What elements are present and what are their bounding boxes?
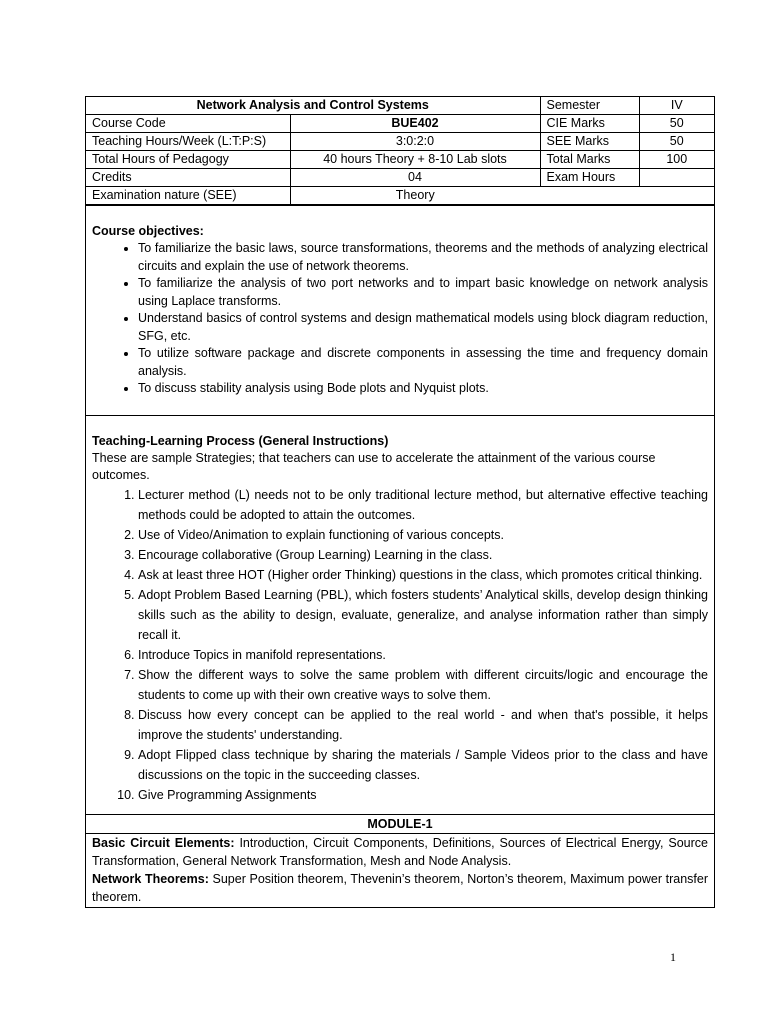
table-row	[86, 97, 714, 115]
list-item: 4. Ask at least three HOT (Higher order Thinking) questions in the class, which promotes critical thinking.	[138, 565, 708, 585]
list-item: 3. Encourage collaborative (Group Learning) Learning in the class.	[138, 545, 708, 565]
teaching-list	[92, 485, 708, 805]
teaching-hours-label: Teaching Hours/Week (L:T:P:S)	[86, 133, 290, 151]
course-objectives-section	[86, 205, 714, 415]
module-1-paragraph	[92, 834, 708, 870]
course-info-table	[86, 97, 714, 205]
table-row	[86, 169, 714, 187]
credits-label: Credits	[86, 169, 290, 187]
list-item: 8. Discuss how every concept can be applied to the real world - and when that's possible, it helps improve the students' understanding.	[138, 705, 708, 745]
table-row	[86, 115, 714, 133]
list-item: 7. Show the different ways to solve the same problem with different circuits/logic and encourage the students to come up with their own creative ways to solve them.	[138, 665, 708, 705]
exam-nature-value: Theory	[290, 187, 714, 205]
table-row	[86, 187, 714, 205]
module-1-paragraph	[92, 870, 708, 906]
list-item: 6. Introduce Topics in manifold representations.	[138, 645, 708, 665]
list-item: 5. Adopt Problem Based Learning (PBL), which fosters students’ Analytical skills, develop design thinking skills such as the ability to design, evaluate, generalize, and analyse information rather than simply recall it.	[138, 585, 708, 645]
list-item: • To discuss stability analysis using Bode plots and Nyquist plots.	[138, 380, 708, 398]
course-code-label: Course Code	[86, 115, 290, 133]
list-item: • To familiarize the basic laws, source transformations, theorems and the methods of analyzing electrical circuits and explain the use of network theorems.	[138, 240, 708, 275]
exam-hours-label: Exam Hours	[540, 169, 639, 187]
cie-marks-value: 50	[639, 115, 714, 133]
total-marks-value: 100	[639, 151, 714, 169]
module-1-title: MODULE-1	[86, 814, 714, 833]
pedagogy-hours-value: 40 hours Theory + 8-10 Lab slots	[290, 151, 540, 169]
network-theorems-text: Super Position theorem, Thevenin’s theorem, Norton’s theorem, Maximum power transfer theorem.	[92, 871, 708, 904]
page-number: 1	[670, 950, 676, 964]
credits-value: 04	[290, 169, 540, 187]
pedagogy-hours-label: Total Hours of Pedagogy	[86, 151, 290, 169]
total-marks-label: Total Marks	[540, 151, 639, 169]
list-item: • To familiarize the analysis of two port networks and to impart basic knowledge on network analysis using Laplace transforms.	[138, 275, 708, 310]
see-marks-value: 50	[639, 133, 714, 151]
semester-value: IV	[639, 97, 714, 115]
table-row	[86, 151, 714, 169]
list-item: • Understand basics of control systems and design mathematical models using block diagram reduction, SFG, etc.	[138, 310, 708, 345]
list-item: 2. Use of Video/Animation to explain functioning of various concepts.	[138, 525, 708, 545]
exam-nature-label: Examination nature (SEE)	[86, 187, 290, 205]
teaching-heading: Teaching-Learning Process (General Instructions)	[92, 433, 389, 448]
semester-label: Semester	[540, 97, 639, 115]
objectives-list	[92, 240, 708, 398]
exam-hours-value	[639, 169, 714, 187]
list-item: 1. Lecturer method (L) needs not to be only traditional lecture method, but alternative effective teaching methods could be adopted to attain the outcomes.	[138, 485, 708, 525]
teaching-learning-section	[86, 415, 714, 814]
list-item: • To utilize software package and discrete components in assessing the time and frequency domain analysis.	[138, 345, 708, 380]
teaching-intro: These are sample Strategies; that teachers can use to accelerate the attainment of the various course outcomes.	[92, 450, 656, 482]
objectives-heading: Course objectives:	[92, 224, 204, 238]
list-item: 9. Adopt Flipped class technique by sharing the materials / Sample Videos prior to the class and have discussions on the topic in the succeeding classes.	[138, 745, 708, 785]
cie-marks-label: CIE Marks	[540, 115, 639, 133]
course-code-value: BUE402	[290, 115, 540, 133]
teaching-hours-value: 3:0:2:0	[290, 133, 540, 151]
table-row	[86, 133, 714, 151]
module-1-content	[86, 833, 714, 907]
course-title: Network Analysis and Control Systems	[86, 97, 540, 115]
basic-circuit-elements-text: Introduction, Circuit Components, Definitions, Sources of Electrical Energy, Source Transformation, General Network Transformation, Mesh and Node Analysis.	[92, 835, 708, 868]
course-document	[85, 96, 715, 908]
network-theorems-heading: Network Theorems:	[92, 871, 209, 886]
list-item: 10. Give Programming Assignments	[138, 785, 708, 805]
basic-circuit-elements-heading: Basic Circuit Elements:	[92, 835, 235, 850]
see-marks-label: SEE Marks	[540, 133, 639, 151]
